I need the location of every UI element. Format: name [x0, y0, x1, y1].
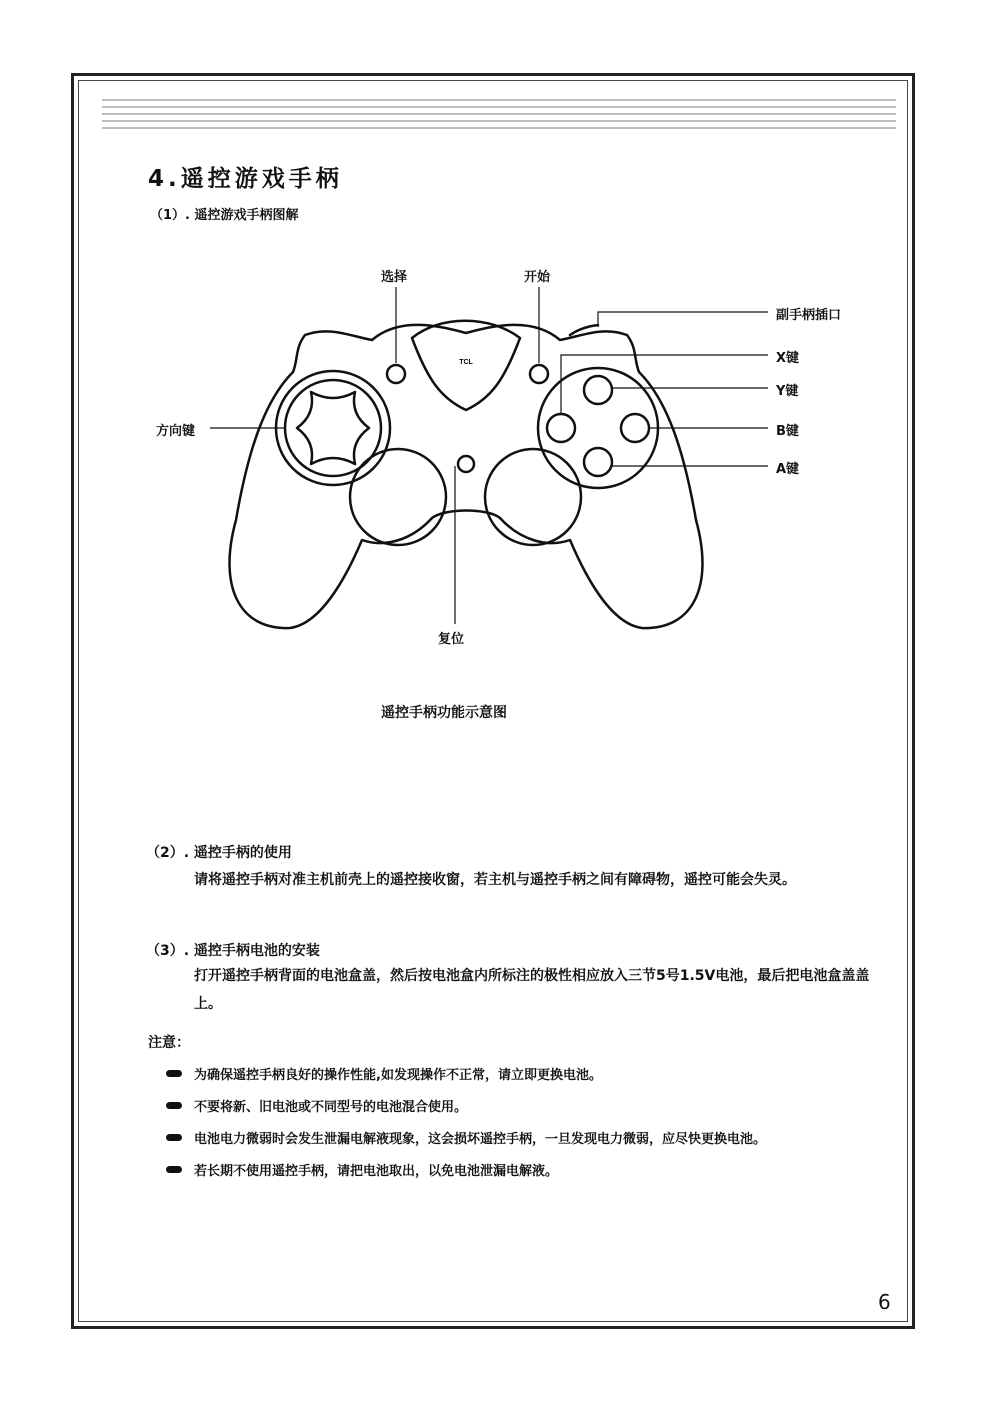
bullet-icon	[166, 1102, 182, 1109]
section2-text: 请将遥控手柄对准主机前壳上的遥控接收窗，若主机与遥控手柄之间有障碍物，遥控可能会失灵。	[194, 872, 796, 888]
list-item	[166, 1096, 886, 1128]
bullet-icon	[166, 1134, 182, 1141]
section3-text: 打开遥控手柄背面的电池盒盖，然后按电池盒内所标注的极性相应放入三节5号1.5V电池，最后把电池盒盖盖上。	[194, 968, 870, 1012]
label-select: 选择	[381, 270, 408, 285]
dpad-cross	[297, 392, 369, 464]
y-button	[584, 376, 612, 404]
x-button	[547, 414, 575, 442]
notes-title: 注意：	[148, 1035, 190, 1051]
b-button	[621, 414, 649, 442]
label-aux-port: 副手柄插口	[776, 308, 842, 323]
label-x-key: X键	[776, 351, 800, 366]
a-button	[584, 448, 612, 476]
section1-title: （1）. 遥控游戏手柄图解	[150, 208, 299, 223]
start-button	[530, 365, 548, 383]
list-item	[166, 1128, 886, 1160]
note-text: 不要将新、旧电池或不同型号的电池混合使用。	[194, 1100, 468, 1115]
bullet-icon	[166, 1070, 182, 1077]
label-start: 开始	[524, 270, 551, 285]
diagram-caption: 遥控手柄功能示意图	[381, 705, 507, 721]
list-item	[166, 1160, 886, 1192]
label-b-key: B键	[776, 424, 799, 439]
dpad-ring-outer	[276, 371, 390, 485]
section2-title: （2）. 遥控手柄的使用	[146, 845, 292, 861]
notes-list	[166, 1064, 886, 1192]
section3-title: （3）. 遥控手柄电池的安装	[146, 943, 320, 959]
reset-button	[458, 456, 474, 472]
label-a-key: A键	[776, 462, 800, 477]
right-analog-stick	[485, 449, 581, 545]
select-button	[387, 365, 405, 383]
page-number: 6	[878, 1290, 891, 1314]
note-text: 电池电力微弱时会发生泄漏电解液现象，这会损坏遥控手柄，一旦发现电力微弱，应尽快更换电池。	[194, 1132, 767, 1147]
label-dpad: 方向键	[156, 424, 196, 439]
aux-callout	[598, 312, 768, 327]
page-title: 4.遥控游戏手柄	[148, 166, 343, 192]
label-reset: 复位	[438, 632, 465, 647]
list-item	[166, 1064, 886, 1096]
left-analog-stick	[350, 449, 446, 545]
face-buttons-ring	[538, 368, 658, 488]
bullet-icon	[166, 1166, 182, 1173]
note-text: 为确保遥控手柄良好的操作性能,如发现操作不正常，请立即更换电池。	[194, 1068, 602, 1083]
x-callout	[561, 355, 768, 414]
tcl-logo: TCL	[459, 359, 473, 366]
note-text: 若长期不使用遥控手柄，请把电池取出，以免电池泄漏电解液。	[194, 1164, 559, 1179]
gamepad-diagram	[0, 0, 994, 700]
label-y-key: Y键	[776, 384, 799, 399]
